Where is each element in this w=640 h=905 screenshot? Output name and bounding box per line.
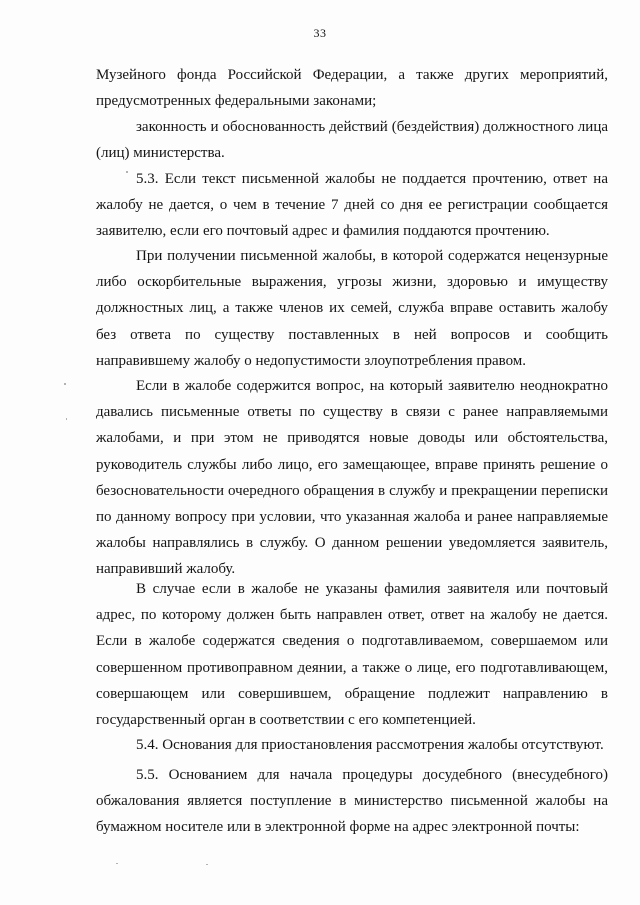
- paragraph-offensive-complaint: При получении письменной жалобы, в которой содержатся нецензурные либо оскорбительные выражения, угрозы жизни, здоровью и имуществу должностных лиц, а также членов их семей, служба вправе оставить жалобу без ответа по существу поставленных в ней вопросов и сообщить направившему жалобу о недопустимости злоупотребления правом.: [96, 248, 608, 369]
- scan-speck: [126, 171, 128, 173]
- page-number: 33: [313, 26, 327, 40]
- paragraph-repeated-complaint: Если в жалобе содержится вопрос, на который заявителю неоднократно давались письменные ответы по существу в связи с ранее направляемыми жалобами, и при этом не приводятся новые доводы или обстоятельства, руководитель службы либо лицо, его замещающее, вправе принять решение о безосновательности очередного обращения в службу и прекращении переписки по данному вопросу при условии, что указанная жалоба и ранее направляемые жалобы направлялись в службу. О данном решении уведомляется заявитель, направивший жалобу.: [96, 378, 608, 578]
- scan-speck: [66, 418, 67, 420]
- paragraph-5-3-unreadable-complaint: 5.3. Если текст письменной жалобы не поддается прочтению, ответ на жалобу не дается, о чем в течение 7 дней со дня ее регистрации сообщается заявителю, если его почтовый адрес и фамилия поддаются прочтению.: [96, 171, 608, 240]
- paragraph-missing-surname-or-address: В случае если в жалобе не указаны фамилия заявителя или почтовый адрес, по которому должен быть направлен ответ, ответ на жалобу не дается. Если в жалобе содержатся сведения о подготавливаемом, совершаемом или совершенном противоправном деянии, а также о лице, его подготавливающем, совершающем или совершившем, обращение подлежит направлению в государственный орган в соответствии с его компетенцией.: [96, 581, 608, 729]
- paragraph-5-5-appeal-basis: 5.5. Основанием для начала процедуры досудебного (внесудебного) обжалования является поступление в министерство письменной жалобы на бумажном носителе или в электронной форме на адрес электронной почты:: [96, 767, 608, 836]
- scan-speck: [64, 383, 66, 385]
- scan-speck: [116, 863, 118, 864]
- paragraph-legality-of-actions: законность и обоснованность действий (бездействия) должностного лица (лиц) министерства.: [96, 119, 608, 162]
- paragraph-museum-fund-continuation: Музейного фонда Российской Федерации, а также других мероприятий, предусмотренных федеральными законами;: [96, 67, 608, 110]
- paragraph-5-4-no-suspension-grounds: 5.4. Основания для приостановления рассмотрения жалобы отсутствуют.: [136, 737, 604, 753]
- scan-speck: [206, 864, 208, 865]
